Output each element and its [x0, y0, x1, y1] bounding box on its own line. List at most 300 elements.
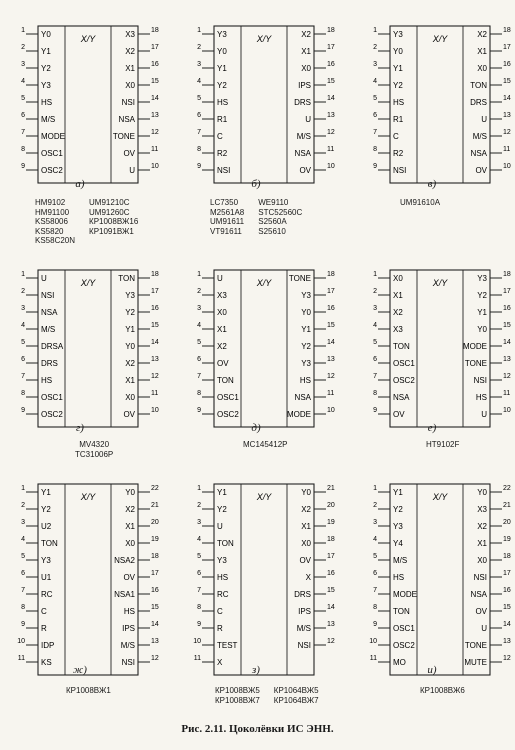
pin-left — [373, 502, 403, 514]
svg-text:X2: X2 — [125, 359, 135, 368]
pin-right — [477, 288, 511, 300]
svg-text:3: 3 — [21, 519, 25, 526]
svg-text:7: 7 — [197, 587, 201, 594]
parts-zh — [66, 686, 111, 696]
svg-text:12: 12 — [151, 373, 159, 380]
pin-left — [373, 390, 410, 402]
pin-right — [477, 536, 511, 548]
pin-left — [373, 339, 410, 351]
svg-text:Y0: Y0 — [41, 30, 51, 39]
pin-right — [474, 373, 511, 385]
svg-text:9: 9 — [21, 163, 25, 170]
svg-text:M/S: M/S — [296, 132, 311, 141]
svg-text:X3: X3 — [477, 505, 487, 514]
svg-text:9: 9 — [373, 407, 377, 414]
svg-text:NSA2: NSA2 — [114, 556, 135, 565]
chip-center-label: X/Y — [432, 278, 448, 288]
pin-right — [299, 163, 334, 175]
svg-text:10: 10 — [193, 638, 201, 645]
pin-right — [301, 536, 335, 548]
svg-text:18: 18 — [151, 271, 159, 278]
svg-text:U: U — [217, 522, 223, 531]
svg-text:U: U — [481, 410, 487, 419]
svg-text:2: 2 — [21, 288, 25, 295]
svg-text:3: 3 — [21, 305, 25, 312]
pin-left — [21, 356, 58, 368]
pin-right — [125, 502, 159, 514]
svg-text:3: 3 — [373, 305, 377, 312]
svg-text:14: 14 — [151, 339, 159, 346]
svg-text:DRS: DRS — [294, 590, 311, 599]
svg-text:U: U — [481, 624, 487, 633]
svg-text:19: 19 — [151, 536, 159, 543]
parts-a — [35, 198, 138, 246]
svg-text:TONE: TONE — [464, 359, 487, 368]
svg-text:9: 9 — [197, 407, 201, 414]
svg-text:Y4: Y4 — [393, 539, 403, 548]
pin-left — [373, 604, 410, 616]
svg-text:8: 8 — [21, 604, 25, 611]
svg-text:9: 9 — [21, 407, 25, 414]
pin-right — [125, 519, 159, 531]
svg-text:Y3: Y3 — [217, 556, 227, 565]
svg-text:2: 2 — [21, 44, 25, 51]
svg-text:5: 5 — [21, 339, 25, 346]
svg-text:R: R — [217, 624, 223, 633]
pin-right — [477, 485, 511, 497]
svg-text:Y1: Y1 — [217, 488, 227, 497]
chip-diagram — [366, 18, 515, 191]
svg-text:17: 17 — [503, 288, 511, 295]
pin-left — [21, 604, 47, 616]
pin-right — [477, 61, 511, 73]
svg-text:MO: MO — [393, 658, 406, 667]
svg-text:6: 6 — [373, 112, 377, 119]
svg-text:16: 16 — [503, 587, 511, 594]
pin-left — [373, 373, 415, 385]
pin-left — [21, 95, 52, 107]
svg-text:12: 12 — [327, 638, 335, 645]
pin-left — [21, 587, 53, 599]
svg-text:13: 13 — [327, 621, 335, 628]
svg-text:14: 14 — [327, 604, 335, 611]
svg-text:6: 6 — [21, 570, 25, 577]
svg-text:Y1: Y1 — [393, 64, 403, 73]
pin-right — [125, 536, 159, 548]
svg-text:2: 2 — [197, 288, 201, 295]
svg-text:MUTE: MUTE — [464, 658, 487, 667]
label-zh: ж) — [73, 664, 87, 676]
svg-text:12: 12 — [151, 655, 159, 662]
svg-text:4: 4 — [373, 322, 377, 329]
chip-center-label: X/Y — [256, 492, 272, 502]
svg-text:X0: X0 — [125, 393, 135, 402]
svg-text:OV: OV — [299, 166, 311, 175]
svg-text:TON: TON — [217, 539, 234, 548]
svg-text:17: 17 — [151, 570, 159, 577]
svg-text:5: 5 — [21, 553, 25, 560]
svg-text:OSC2: OSC2 — [393, 641, 415, 650]
svg-text:HS: HS — [393, 573, 405, 582]
part-number: КР1008ВЖ6 — [420, 686, 465, 695]
svg-text:OSC2: OSC2 — [41, 410, 63, 419]
svg-text:14: 14 — [327, 95, 335, 102]
svg-text:13: 13 — [327, 356, 335, 363]
pin-left — [197, 356, 229, 368]
svg-text:11: 11 — [369, 655, 377, 662]
parts-v — [400, 198, 440, 208]
svg-text:IPS: IPS — [298, 607, 311, 616]
svg-text:7: 7 — [197, 373, 201, 380]
svg-text:Y1: Y1 — [393, 488, 403, 497]
pin-right — [481, 621, 511, 633]
svg-text:U1: U1 — [41, 573, 52, 582]
svg-text:TONE: TONE — [112, 132, 135, 141]
svg-text:6: 6 — [21, 112, 25, 119]
svg-text:HS: HS — [41, 376, 53, 385]
svg-text:15: 15 — [503, 604, 511, 611]
pin-right — [122, 621, 159, 633]
svg-text:5: 5 — [197, 553, 201, 560]
part-number: KS58006 — [35, 217, 68, 226]
svg-text:9: 9 — [197, 621, 201, 628]
chip-center-label: X/Y — [432, 492, 448, 502]
svg-text:M/S: M/S — [41, 115, 56, 124]
svg-text:7: 7 — [373, 587, 377, 594]
svg-text:13: 13 — [151, 356, 159, 363]
svg-text:X: X — [217, 658, 223, 667]
svg-text:10: 10 — [327, 407, 335, 414]
pin-right — [301, 519, 335, 531]
svg-text:TON: TON — [393, 607, 410, 616]
svg-text:21: 21 — [151, 502, 159, 509]
svg-text:22: 22 — [151, 485, 159, 492]
pin-right — [471, 587, 511, 599]
pin-left — [21, 536, 58, 548]
svg-text:17: 17 — [503, 570, 511, 577]
svg-text:NSA: NSA — [118, 115, 135, 124]
svg-text:DRSA: DRSA — [41, 342, 64, 351]
svg-text:MODE: MODE — [287, 410, 311, 419]
svg-text:7: 7 — [197, 129, 201, 136]
pin-right — [123, 570, 158, 582]
svg-text:U: U — [305, 115, 311, 124]
svg-text:8: 8 — [197, 604, 201, 611]
svg-text:19: 19 — [503, 536, 511, 543]
svg-text:R1: R1 — [217, 115, 228, 124]
svg-text:13: 13 — [151, 638, 159, 645]
svg-text:3: 3 — [197, 305, 201, 312]
svg-text:9: 9 — [373, 621, 377, 628]
pin-left — [21, 485, 51, 497]
svg-text:7: 7 — [373, 373, 377, 380]
svg-text:DRS: DRS — [41, 359, 58, 368]
svg-text:1: 1 — [21, 27, 25, 34]
svg-text:17: 17 — [503, 44, 511, 51]
pin-left — [373, 485, 403, 497]
pin-left — [21, 339, 64, 351]
chip-e — [366, 262, 515, 440]
svg-text:KS: KS — [41, 658, 52, 667]
svg-text:10: 10 — [327, 163, 335, 170]
pin-right — [125, 61, 159, 73]
pin-left — [21, 502, 51, 514]
svg-text:Y1: Y1 — [41, 488, 51, 497]
svg-text:4: 4 — [21, 78, 25, 85]
svg-text:Y3: Y3 — [393, 522, 403, 531]
svg-text:13: 13 — [151, 112, 159, 119]
svg-text:X0: X0 — [477, 64, 487, 73]
pin-left — [193, 638, 237, 650]
pin-right — [129, 163, 159, 175]
pin-right — [301, 485, 335, 497]
svg-text:14: 14 — [327, 339, 335, 346]
svg-text:5: 5 — [197, 95, 201, 102]
pin-right — [289, 271, 335, 283]
svg-text:3: 3 — [373, 61, 377, 68]
part-number: КР1008ВЖ5 — [215, 686, 260, 695]
pin-left — [197, 78, 227, 90]
pin-right — [301, 44, 335, 56]
chip-center-label: X/Y — [80, 34, 96, 44]
svg-text:3: 3 — [197, 61, 201, 68]
pin-left — [21, 407, 63, 419]
pin-right — [463, 339, 511, 351]
svg-text:Y3: Y3 — [41, 81, 51, 90]
pin-left — [21, 44, 51, 56]
pin-right — [297, 129, 335, 141]
svg-text:15: 15 — [327, 322, 335, 329]
svg-text:X1: X1 — [301, 47, 311, 56]
svg-text:X3: X3 — [393, 325, 403, 334]
svg-text:7: 7 — [373, 129, 377, 136]
part-number: TC31006P — [75, 449, 114, 459]
svg-text:18: 18 — [327, 271, 335, 278]
svg-text:8: 8 — [373, 146, 377, 153]
svg-text:10: 10 — [503, 163, 511, 170]
svg-text:NSA: NSA — [294, 393, 311, 402]
svg-text:1: 1 — [197, 271, 201, 278]
svg-text:4: 4 — [373, 536, 377, 543]
pin-left — [21, 27, 51, 39]
svg-text:C: C — [393, 132, 399, 141]
svg-text:Y0: Y0 — [301, 488, 311, 497]
svg-text:Y2: Y2 — [41, 64, 51, 73]
pin-right — [301, 502, 335, 514]
part-number: WE9110 — [258, 198, 289, 207]
pin-left — [373, 621, 415, 633]
svg-text:NSA: NSA — [393, 393, 410, 402]
svg-text:18: 18 — [327, 536, 335, 543]
svg-text:R2: R2 — [217, 149, 228, 158]
pin-left — [21, 519, 52, 531]
pin-left — [373, 271, 403, 283]
svg-text:DRS: DRS — [470, 98, 487, 107]
svg-text:17: 17 — [327, 553, 335, 560]
svg-text:HS: HS — [475, 393, 487, 402]
svg-text:8: 8 — [197, 390, 201, 397]
svg-text:R: R — [41, 624, 47, 633]
svg-text:13: 13 — [503, 356, 511, 363]
svg-text:X1: X1 — [125, 522, 135, 531]
part-number: MC145412P — [243, 440, 288, 449]
part-number: LC7350 — [210, 198, 239, 207]
part-number: UM91210C — [89, 198, 130, 207]
svg-text:X1: X1 — [125, 64, 135, 73]
pin-left — [197, 112, 228, 124]
svg-text:6: 6 — [21, 356, 25, 363]
label-e: е) — [427, 422, 437, 434]
pin-right — [124, 604, 159, 616]
svg-text:10: 10 — [503, 407, 511, 414]
svg-text:18: 18 — [503, 553, 511, 560]
pin-right — [125, 373, 159, 385]
svg-text:5: 5 — [373, 339, 377, 346]
svg-text:20: 20 — [327, 502, 335, 509]
svg-text:TON: TON — [393, 342, 410, 351]
pin-right — [125, 27, 159, 39]
svg-text:3: 3 — [197, 519, 201, 526]
svg-text:1: 1 — [373, 485, 377, 492]
svg-text:NSI: NSI — [393, 166, 407, 175]
pin-right — [305, 112, 335, 124]
svg-text:M/S: M/S — [472, 132, 487, 141]
pin-right — [301, 305, 335, 317]
chip-center-label: X/Y — [432, 34, 448, 44]
svg-text:NSI: NSI — [297, 641, 311, 650]
part-number: KS58C20N — [35, 236, 76, 245]
pin-left — [197, 288, 227, 300]
pin-right — [125, 356, 159, 368]
pin-right — [125, 288, 159, 300]
svg-text:OSC2: OSC2 — [217, 410, 239, 419]
chip-center-label: X/Y — [80, 492, 96, 502]
chip-g — [14, 262, 164, 440]
svg-text:11: 11 — [151, 390, 159, 397]
svg-text:11: 11 — [503, 146, 511, 153]
chip-diagram — [190, 18, 340, 191]
label-i: и) — [427, 664, 437, 676]
svg-text:C: C — [217, 132, 223, 141]
svg-text:Y3: Y3 — [393, 30, 403, 39]
pin-left — [373, 536, 403, 548]
svg-text:Y2: Y2 — [393, 505, 403, 514]
svg-text:C: C — [41, 607, 47, 616]
chip-d — [190, 262, 340, 440]
svg-text:NSA: NSA — [41, 308, 58, 317]
svg-text:Y0: Y0 — [125, 342, 135, 351]
svg-text:X0: X0 — [125, 539, 135, 548]
svg-text:OV: OV — [123, 410, 135, 419]
pin-right — [477, 271, 511, 283]
svg-text:TON: TON — [41, 539, 58, 548]
svg-text:10: 10 — [151, 407, 159, 414]
svg-text:Y0: Y0 — [301, 308, 311, 317]
chip-center-label: X/Y — [256, 34, 272, 44]
svg-text:Y2: Y2 — [217, 81, 227, 90]
svg-text:16: 16 — [327, 570, 335, 577]
part-number: UM91260C — [89, 207, 130, 217]
svg-text:OSC1: OSC1 — [393, 624, 415, 633]
svg-text:Y0: Y0 — [477, 488, 487, 497]
svg-text:X2: X2 — [301, 30, 311, 39]
svg-text:16: 16 — [503, 305, 511, 312]
pin-right — [113, 129, 159, 141]
svg-text:NSI: NSI — [121, 98, 135, 107]
part-number: HT9102F — [426, 440, 460, 449]
svg-text:X0: X0 — [393, 274, 403, 283]
pin-right — [477, 305, 511, 317]
svg-text:U: U — [217, 274, 223, 283]
svg-text:X2: X2 — [217, 342, 227, 351]
pin-left — [21, 390, 63, 402]
svg-text:X0: X0 — [301, 64, 311, 73]
svg-text:16: 16 — [151, 587, 159, 594]
svg-text:U: U — [129, 166, 135, 175]
pin-right — [477, 519, 511, 531]
chip-body — [214, 270, 314, 427]
svg-text:X0: X0 — [477, 556, 487, 565]
pin-right — [125, 485, 159, 497]
svg-text:U2: U2 — [41, 522, 52, 531]
svg-text:6: 6 — [373, 356, 377, 363]
pin-right — [287, 407, 335, 419]
part-number: STC52560C — [258, 207, 303, 217]
parts-d — [243, 440, 287, 450]
pin-left — [373, 27, 403, 39]
pin-left — [369, 638, 415, 650]
svg-text:4: 4 — [197, 322, 201, 329]
svg-text:Y1: Y1 — [301, 325, 311, 334]
svg-text:HS: HS — [217, 98, 229, 107]
svg-text:4: 4 — [21, 322, 25, 329]
svg-text:21: 21 — [503, 502, 511, 509]
svg-text:Y3: Y3 — [217, 30, 227, 39]
svg-text:OV: OV — [393, 410, 405, 419]
pin-left — [21, 553, 51, 565]
pin-left — [197, 339, 227, 351]
pin-right — [481, 112, 511, 124]
part-number: MV4320 — [79, 440, 110, 449]
svg-text:15: 15 — [327, 78, 335, 85]
svg-text:X0: X0 — [125, 81, 135, 90]
pin-left — [373, 570, 404, 582]
svg-text:IPS: IPS — [298, 81, 311, 90]
pin-right — [114, 587, 159, 599]
part-number — [89, 236, 138, 246]
pin-left — [21, 621, 47, 633]
svg-text:16: 16 — [151, 305, 159, 312]
pin-left — [197, 322, 227, 334]
svg-text:8: 8 — [21, 146, 25, 153]
svg-text:OV: OV — [475, 166, 487, 175]
svg-text:1: 1 — [197, 27, 201, 34]
svg-text:IDP: IDP — [41, 641, 55, 650]
svg-text:1: 1 — [21, 271, 25, 278]
pin-right — [301, 27, 335, 39]
part-number: M2561A8 — [210, 207, 245, 217]
svg-text:X1: X1 — [477, 47, 487, 56]
svg-text:HS: HS — [393, 98, 405, 107]
svg-text:NSA: NSA — [470, 590, 487, 599]
chip-diagram — [190, 262, 340, 435]
svg-text:3: 3 — [21, 61, 25, 68]
part-number: VT91611 — [210, 226, 242, 236]
chip-z — [190, 476, 340, 688]
pin-left — [373, 95, 404, 107]
svg-text:2: 2 — [373, 502, 377, 509]
svg-text:OV: OV — [299, 556, 311, 565]
